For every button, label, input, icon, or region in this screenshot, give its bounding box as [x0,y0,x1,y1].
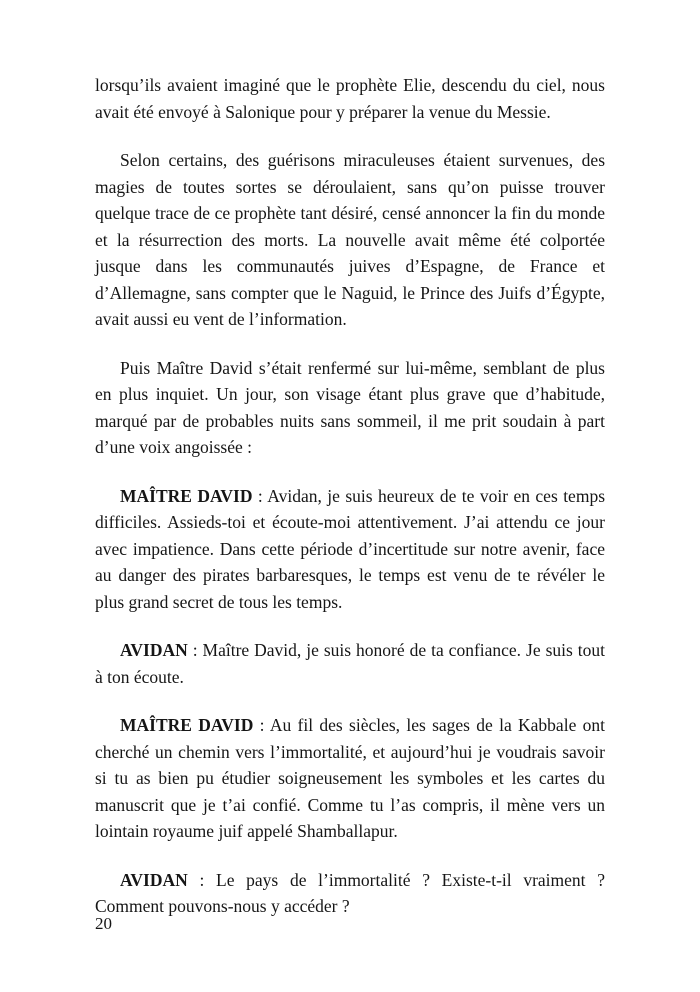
dialogue-text: : Maître David, je suis honoré de ta confiance. Je suis tout à ton écoute. [95,640,605,687]
speaker-name: MAÎTRE DAVID [120,485,253,506]
dialogue-paragraph-4 [95,867,605,920]
paragraph-3 [95,355,605,461]
body-text [95,72,605,942]
speaker-name: AVIDAN [120,869,188,890]
speaker-name: AVIDAN [120,640,188,660]
dialogue-paragraph-2 [95,637,605,690]
paragraph-2 [95,147,605,333]
paragraph-2-text: Selon certains, des guérisons miraculeuses étaient survenues, des magies de toutes sortes se déroulaient, sans qu’on puisse trouver quelque trace de ce prophète tant désiré, censé annoncer la fin du monde et la résurrection des morts. La nouvelle avait même été colportée jusque dans les communautés juives d’Espagne, de France et d’Allemagne, sans compter que le Naguid, le Prince des Juifs d’Égypte, avait aussi eu vent de l’information. [95,150,605,329]
dialogue-text: : Au fil des siècles, les sages de la Kabbale ont cherché un chemin vers l’immortalité, et aujourd’hui je voudrais savoir si tu as bien pu étudier soigneusement les symboles et les cartes du manuscrit que je t’ai confié. Comme tu l’as compris, il mène vers un lointain royaume juif appelé Shamballapur. [95,715,605,841]
paragraph-1 [95,72,605,125]
speaker-name: MAÎTRE DAVID [120,715,254,735]
paragraph-1-text: lorsqu’ils avaient imaginé que le prophète Elie, descendu du ciel, nous avait été envoyé à Salonique pour y préparer la venue du Messie. [95,75,605,122]
page-number: 20 [95,914,112,933]
dialogue-paragraph-1 [95,483,605,616]
dialogue-text: : Avidan, je suis heureux de te voir en ces temps difficiles. Assieds-toi et écoute-moi attentivement. J’ai attendu ce jour avec impatience. Dans cette période d’incertitude sur notre avenir, face au danger des pirates barbaresques, le temps est venu de te révéler le plus grand secret de tous les temps. [95,485,605,612]
dialogue-paragraph-3 [95,712,605,845]
paragraph-3-text: Puis Maître David s’était renfermé sur lui-même, semblant de plus en plus inquiet. Un jour, son visage étant plus grave que d’habitude, marqué par de probables nuits sans sommeil, il me prit soudain à part d’une voix angoissée : [95,357,605,457]
dialogue-text: : Le pays de l’immortalité ? Existe-t-il vraiment ? Comment pouvons-nous y accéder ? [95,869,605,916]
